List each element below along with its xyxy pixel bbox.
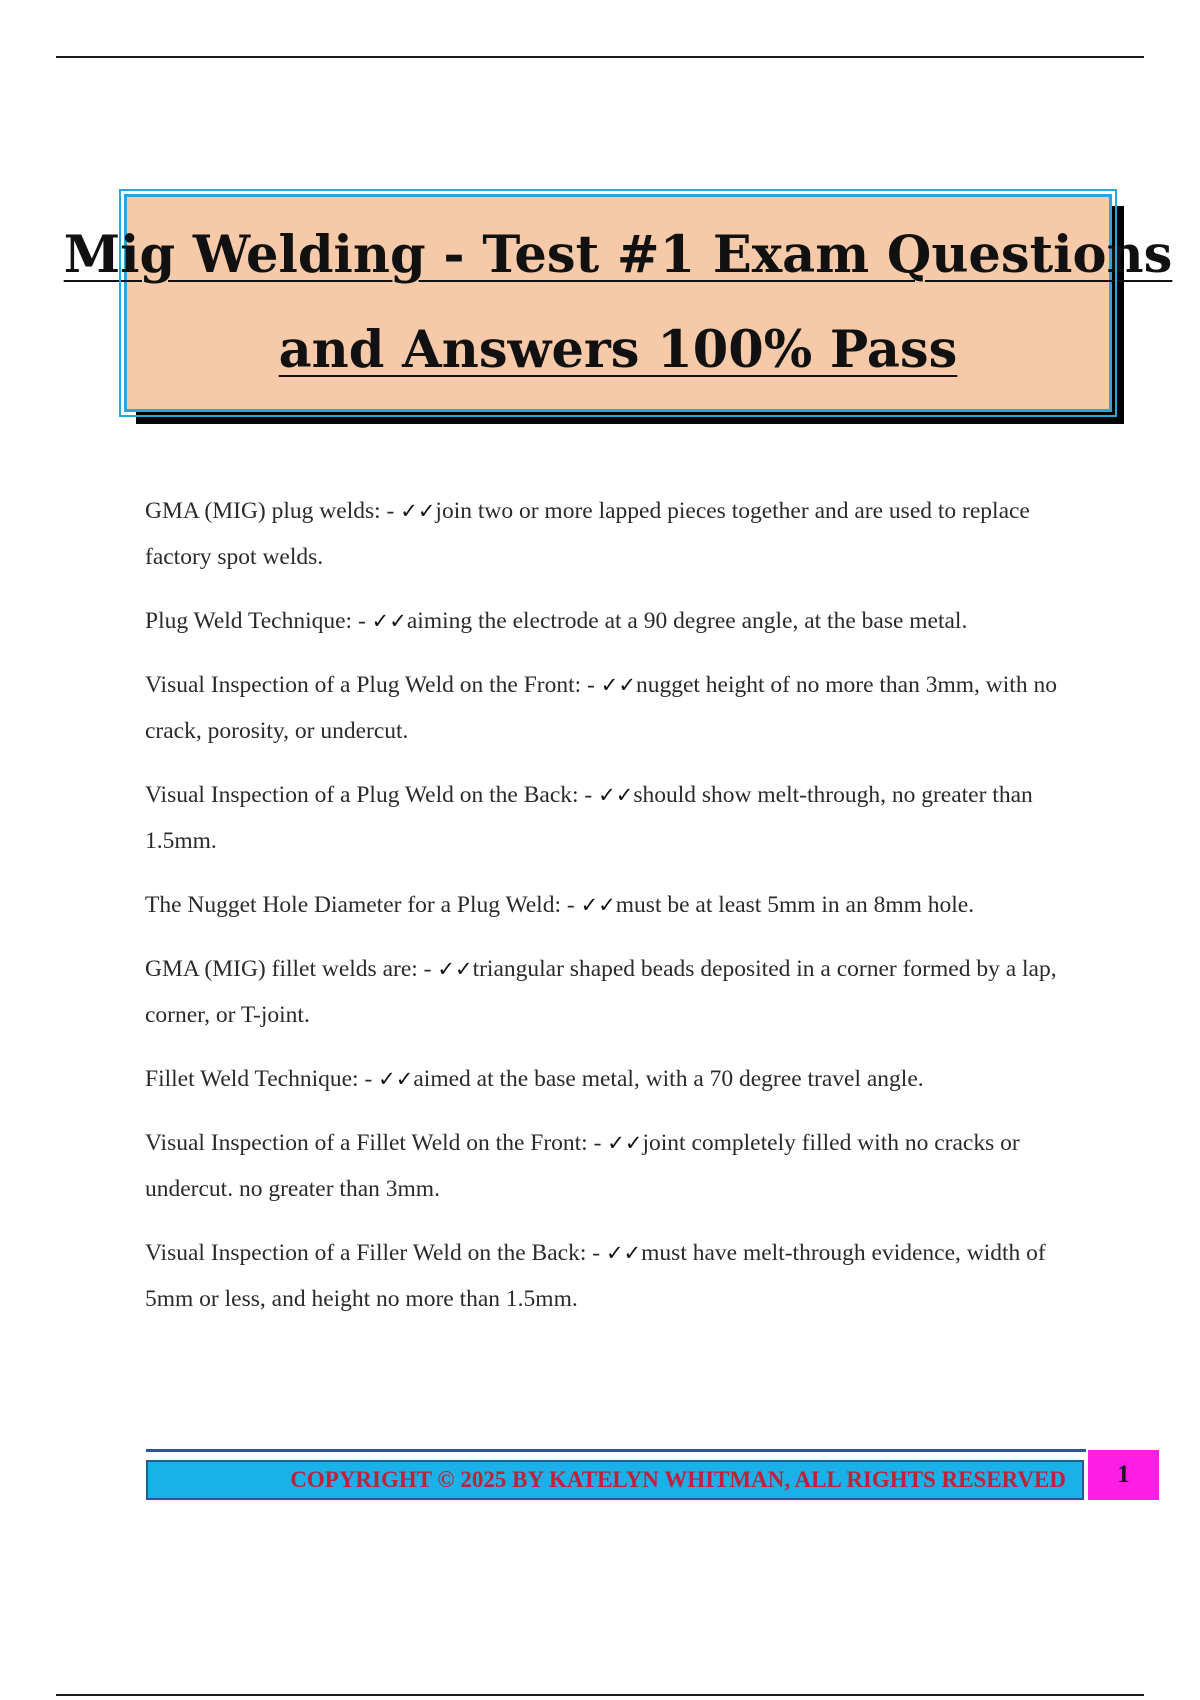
document-title-line-1: Mig Welding - Test #1 Exam Questions [63, 225, 1173, 285]
question-text: Plug Weld Technique: - [145, 608, 372, 634]
question-text: The Nugget Hole Diameter for a Plug Weld: - [145, 892, 581, 918]
double-check-icon: ✓✓ [607, 1131, 643, 1155]
qa-item [145, 1056, 1085, 1102]
double-check-icon: ✓✓ [598, 783, 634, 807]
question-text: Visual Inspection of a Filler Weld on the Back: - [145, 1240, 606, 1266]
answer-text: join two or more lapped pieces together and are used to replace factory spot welds. [145, 498, 1030, 570]
answer-text: nugget height of no more than 3mm, with no crack, porosity, or undercut. [145, 672, 1057, 744]
double-check-icon: ✓✓ [580, 893, 616, 917]
footer-bar [146, 1460, 1084, 1500]
qa-item [145, 772, 1085, 864]
question-text: Visual Inspection of a Plug Weld on the Back: - [145, 782, 599, 808]
answer-text: triangular shaped beads deposited in a corner formed by a lap, corner, or T-joint. [145, 956, 1057, 1028]
answer-text: must have melt-through evidence, width of 5mm or less, and height no more than 1.5mm. [145, 1240, 1046, 1312]
top-rule [56, 56, 1144, 58]
double-check-icon: ✓✓ [437, 957, 473, 981]
double-check-icon: ✓✓ [378, 1067, 414, 1091]
qa-item [145, 882, 1085, 928]
double-check-icon: ✓✓ [605, 1241, 642, 1265]
question-text: Fillet Weld Technique: - [145, 1066, 379, 1092]
bottom-rule [56, 1694, 1144, 1696]
answer-text: must be at least 5mm in an 8mm hole. [615, 892, 975, 918]
question-text: GMA (MIG) fillet welds are: - [145, 956, 438, 982]
qa-list [145, 488, 1085, 1340]
page-number-box [1088, 1450, 1159, 1500]
double-check-icon: ✓✓ [600, 673, 636, 697]
double-check-icon: ✓✓ [371, 609, 407, 633]
double-check-icon: ✓✓ [400, 499, 436, 523]
title-box [63, 194, 1173, 412]
question-text: Visual Inspection of a Plug Weld on the Front: - [145, 672, 601, 698]
qa-item [145, 662, 1085, 754]
answer-text: aiming the electrode at a 90 degree angle, at the base metal. [406, 608, 968, 634]
answer-text: aimed at the base metal, with a 70 degree travel angle. [413, 1066, 924, 1092]
answer-text: joint completely filled with no cracks or undercut. no greater than 3mm. [145, 1130, 1020, 1202]
qa-item [145, 1230, 1085, 1322]
qa-item [145, 1120, 1085, 1212]
qa-item [145, 946, 1085, 1038]
question-text: Visual Inspection of a Fillet Weld on the Front: - [145, 1130, 608, 1156]
copyright-notice: COPYRIGHT © 2025 BY KATELYN WHITMAN, ALL RIGHTS RESERVED [290, 1467, 1066, 1492]
qa-item [145, 488, 1085, 580]
page-number: 1 [1117, 1461, 1130, 1488]
document-title-line-2: and Answers 100% Pass [278, 320, 958, 380]
question-text: GMA (MIG) plug welds: - [145, 498, 401, 524]
footer-rule [146, 1449, 1086, 1452]
answer-text: should show melt-through, no greater than 1.5mm. [145, 782, 1033, 854]
qa-item [145, 598, 1085, 644]
